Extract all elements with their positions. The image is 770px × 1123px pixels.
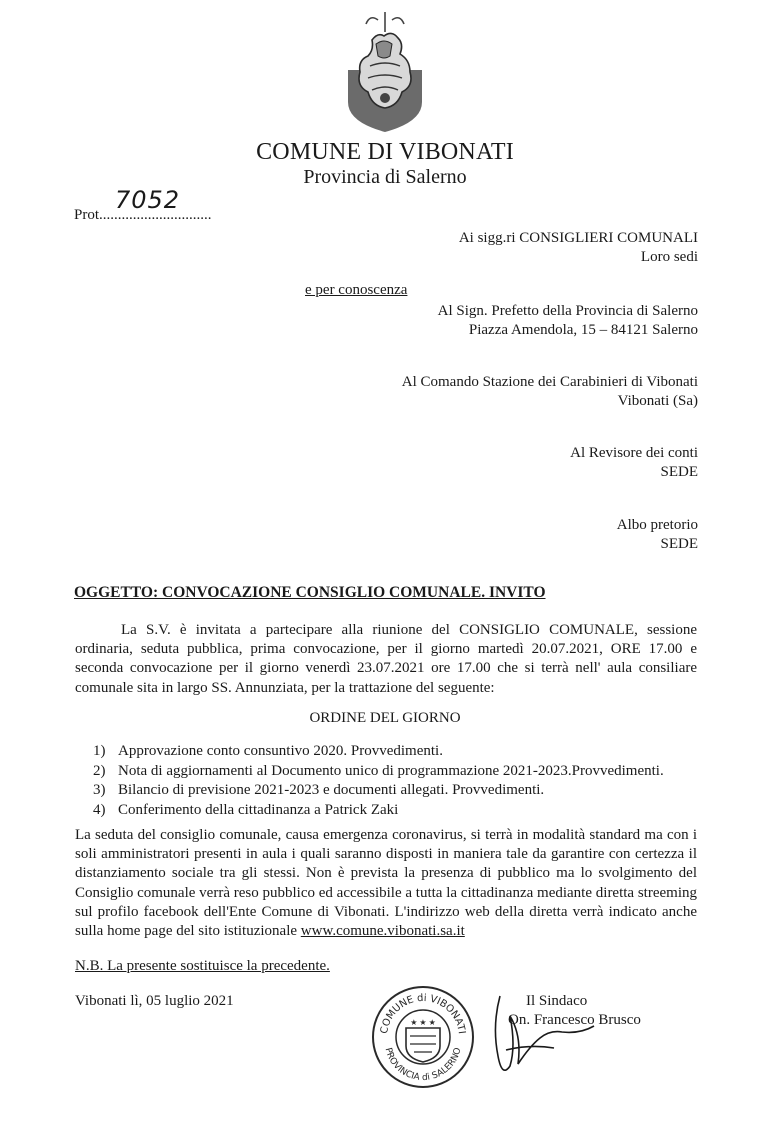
- agenda-title: ORDINE DEL GIORNO: [309, 710, 461, 726]
- agenda-list: [93, 742, 664, 820]
- agenda-item-number: 3): [93, 782, 106, 798]
- agenda-item-text: Nota di aggiornamenti al Documento unico di programmazione 2021-2023.Provvedimenti.: [118, 762, 664, 779]
- invitation-paragraph: La S.V. è invitata a partecipare alla riunione del CONSIGLIO COMUNALE, sessione ordinaria, seduta pubblica, prima convocazione, per il giorno martedì 20.07.2021, ORE 17.00 e seconda convocazione per il giorno venerdì 23.07.2021 ore 17.00 che si terrà nell' aula consiliare comunale sita in largo SS. Annunziata, per la trattazione del seguente:: [75, 622, 697, 696]
- agenda-item-number: 4): [93, 801, 106, 818]
- meeting-details-paragraph: [75, 826, 697, 941]
- mayor-title: Il Sindaco: [526, 993, 588, 1009]
- recipient-prefetto-address: Piazza Amendola, 15 – 84121 Salerno: [468, 322, 698, 338]
- recipient-carabinieri: Al Comando Stazione dei Carabinieri di Vibonati: [401, 374, 698, 390]
- agenda-item-number: 1): [93, 743, 106, 759]
- recipient-revisore-seat: SEDE: [660, 464, 698, 480]
- recipient-albo-seat: SEDE: [660, 536, 698, 552]
- agenda-item-text: Approvazione conto consuntivo 2020. Provvedimenti.: [118, 743, 443, 759]
- subject-line: OGGETTO: CONVOCAZIONE CONSIGLIO COMUNALE. INVITO: [74, 584, 546, 601]
- coat-of-arms-emblem: [344, 10, 426, 134]
- cc-label: e per conoscenza: [305, 282, 408, 298]
- official-stamp: [370, 984, 476, 1090]
- agenda-item: [93, 801, 664, 821]
- recipient-prefetto: Al Sign. Prefetto della Provincia di Salerno: [437, 303, 698, 319]
- mayor-name: On. Francesco Brusco: [508, 1012, 641, 1028]
- nb-note: N.B. La presente sostituisce la precedente.: [75, 958, 330, 974]
- agenda-item-text: Conferimento della cittadinanza a Patrick Zaki: [118, 801, 399, 818]
- recipient-albo: Albo pretorio: [616, 517, 698, 533]
- agenda-item: [93, 781, 664, 801]
- agenda-item-text: Bilancio di previsione 2021-2023 e documenti allegati. Provvedimenti.: [118, 782, 545, 798]
- municipality-name: COMUNE DI VIBONATI: [256, 139, 514, 165]
- agenda-item: [93, 762, 664, 782]
- agenda-item: [93, 742, 664, 762]
- place-date: Vibonati lì, 05 luglio 2021: [75, 993, 234, 1009]
- protocol-number: 7052: [115, 186, 181, 214]
- recipient-revisore: Al Revisore dei conti: [570, 445, 698, 461]
- agenda-item-number: 2): [93, 762, 106, 779]
- svg-text:★ ★ ★: ★ ★ ★: [410, 1018, 436, 1027]
- recipient-councillors: Ai sigg.ri CONSIGLIERI COMUNALI: [458, 230, 698, 246]
- protocol-label: Prot..............................: [74, 207, 212, 223]
- province-name: Provincia di Salerno: [303, 166, 467, 188]
- recipient-carabinieri-address: Vibonati (Sa): [617, 393, 698, 409]
- recipient-councillors-seat: Loro sedi: [640, 249, 698, 265]
- stamp-top-text: COMUNE di VIBONATI: [379, 992, 467, 1035]
- meeting-details-text: La seduta del consiglio comunale, causa emergenza coronavirus, si terrà in modalità standard ma con i soli amministratori presenti in aula i quali saranno disposti in maniera tale da garantire con certezza il distanziamento sociale tra gli stessi. Non è prevista la presenza di pubblico ma lo svolgimento del Consiglio comunale verrà reso pubblico ed accessibile a tutta la cittadinanza mediante diretta streeming sul profilo facebook dell'Ente Comune di Vibonati. L'indirizzo web della diretta verrà indicato anche sulla home page del sito istituzionale: [75, 827, 697, 940]
- website-link[interactable]: www.comune.vibonati.sa.it: [300, 923, 465, 940]
- stamp-bottom-text: PROVINCIA di SALERNO: [382, 1046, 464, 1084]
